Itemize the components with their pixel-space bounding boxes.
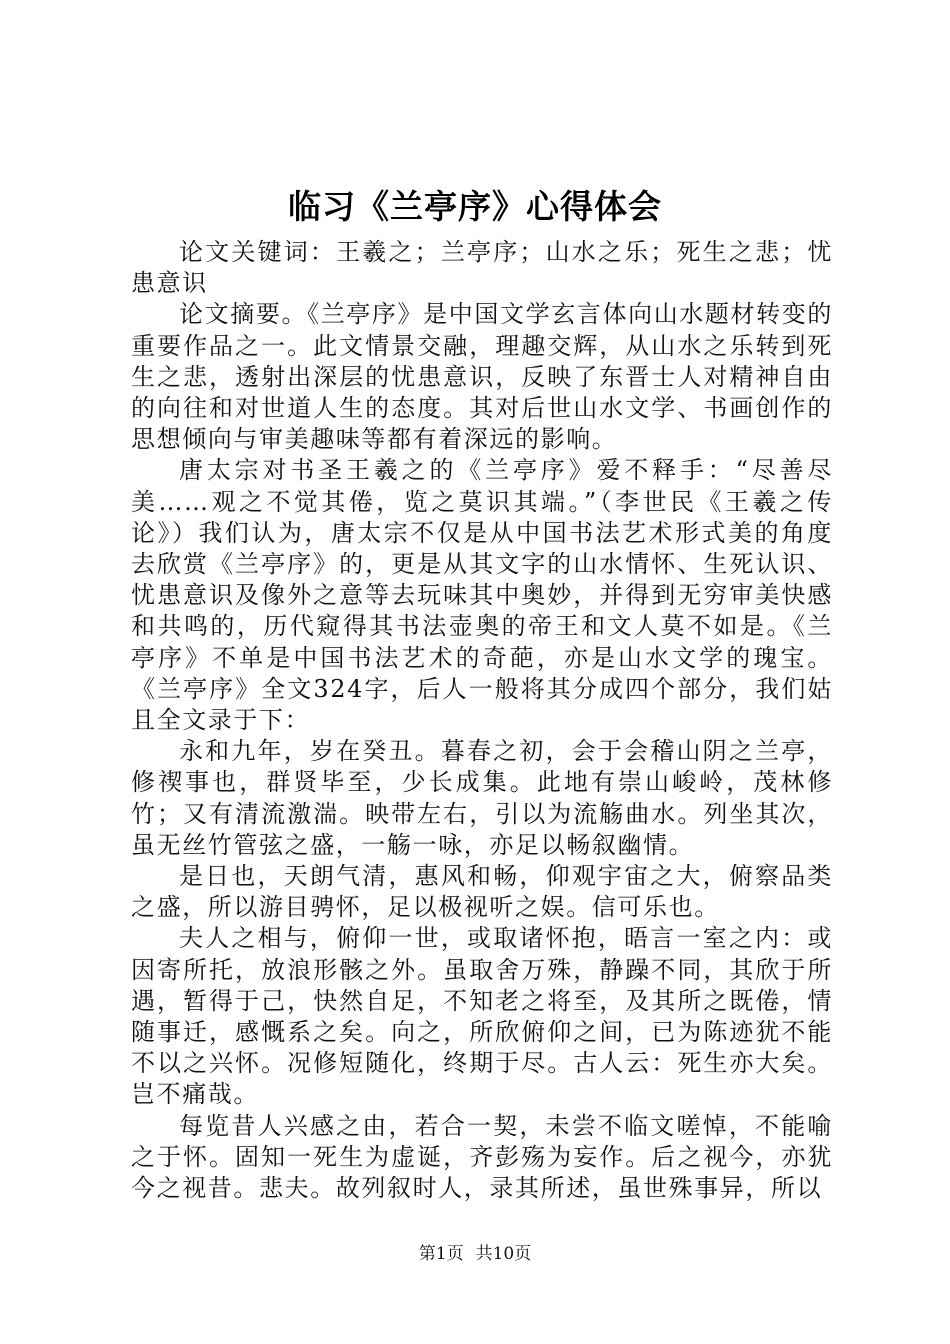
document-body — [131, 237, 833, 1204]
paragraph-abstract: 论文摘要。《兰亭序》是中国文学玄言体向山水题材转变的重要作品之一。此文情景交融，理趣交辉，从山水之乐转到死生之悲，透射出深层的忧患意识，反映了东晋士人对精神自由的向往和对世道人生的态度。其对后世山水文学、书画创作的思想倾向与审美趣味等都有着深远的影响。 — [131, 300, 833, 454]
paragraph-lanting-part-1: 永和九年，岁在癸丑。暮春之初，会于会稽山阴之兰亭，修禊事也，群贤毕至，少长成集。此地有崇山峻岭，茂林修竹；又有清流激湍。映带左右，引以为流觞曲水。列坐其次，虽无丝竹管弦之盛，一觞一咏，亦足以畅叙幽情。 — [131, 737, 833, 859]
page-total: 共10页 — [475, 1244, 532, 1264]
paragraph-keywords: 论文关键词：王羲之；兰亭序；山水之乐；死生之悲；忧患意识 — [131, 238, 833, 298]
paragraph-lanting-part-4: 每览昔人兴感之由，若合一契，未尝不临文嗟悼，不能喻之于怀。固知一死生为虚诞，齐彭殇为妄作。后之视今，亦犹今之视昔。悲夫。故列叙时人，录其所述，虽世殊事异，所以 — [131, 1111, 833, 1203]
paragraph-intro: 唐太宗对书圣王羲之的《兰亭序》爱不释手：“尽善尽美……观之不觉其倦，览之莫识其端。”（李世民《王羲之传论》）我们认为，唐太宗不仅是从中国书法艺术形式美的角度去欣赏《兰亭序》的，更是从其文字的山水情怀、生死认识、忧患意识及像外之意等去玩味其中奥妙，并得到无穷审美快感和共鸣的，历代窥得其书法壶奥的帝王和文人莫不如是。《兰亭序》不单是中国书法艺术的奇葩，亦是山水文学的瑰宝。《兰亭序》全文324字，后人一般将其分成四个部分，我们姑且全文录于下： — [131, 456, 833, 735]
paragraph-lanting-part-3: 夫人之相与，俯仰一世，或取诸怀抱，晤言一室之内：或因寄所托，放浪形骸之外。虽取舍万殊，静躁不同，其欣于所遇，暂得于己，快然自足，不知老之将至，及其所之既倦，情随事迁，感慨系之矣。向之，所欣俯仰之间，已为陈迹犹不能不以之兴怀。况修短随化，终期于尽。古人云：死生亦大矣。岂不痛哉。 — [131, 924, 833, 1109]
document-title: 临习《兰亭序》心得体会 — [288, 187, 662, 226]
paragraph-lanting-part-2: 是日也，天朗气清，惠风和畅，仰观宇宙之大，俯察品类之盛，所以游目骋怀，足以极视听之娱。信可乐也。 — [131, 862, 833, 922]
page-number: 第1页 — [418, 1244, 464, 1264]
page-footer — [0, 1243, 950, 1265]
